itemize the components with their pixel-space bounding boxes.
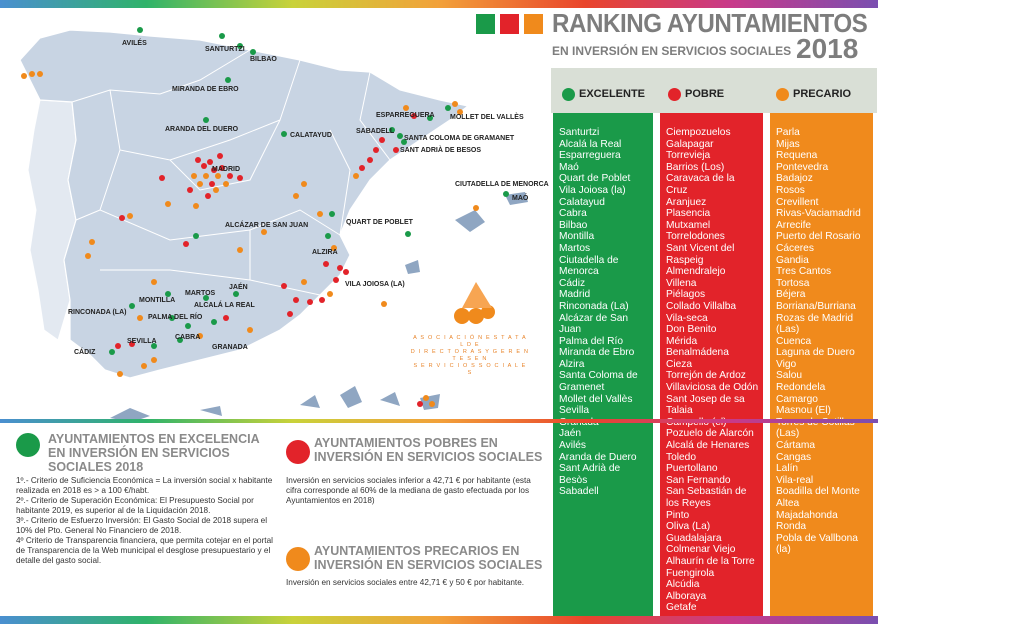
pobre-municipality: Alboraya (666, 590, 707, 602)
precario-municipality: (Las) (776, 428, 800, 440)
page-subtitle: EN INVERSIÓN EN SERVICIOS SOCIALES (552, 44, 792, 58)
excelente-municipality: Besòs (559, 474, 588, 486)
precario-municipality: Cáceres (776, 242, 814, 254)
map-marker (115, 343, 121, 349)
label-cabra: CABRA (175, 334, 201, 341)
map-marker (287, 311, 293, 317)
excelente-municipality: Aranda de Duero (559, 451, 637, 463)
pobre-municipality: Toledo (666, 451, 697, 463)
precario-municipality: Parla (776, 127, 800, 138)
excelencia-heading: AYUNTAMIENTOS EN EXCELENCIA EN INVERSIÓN EN SERVICIOS SOCIALES 2018 (48, 432, 260, 474)
pobre-municipality: Piélagos (666, 289, 706, 301)
label-miranda: MIRANDA DE EBRO (172, 86, 239, 93)
precario-dot-icon (776, 88, 789, 101)
pobres-heading: AYUNTAMIENTOS POBRES EN INVERSIÓN EN SERVICIOS SOCIALES (314, 436, 543, 464)
map-marker (381, 301, 387, 307)
association-name (410, 335, 530, 377)
precario-municipality: Laguna de Duero (776, 347, 855, 359)
pobre-municipality: Alcúdia (666, 579, 700, 591)
criterion-1: 1º.- Criterio de Suficiencia Económica = La inversión social x habitante realizada en 2018 es > a 100 €/habt. (16, 476, 273, 495)
map-marker (159, 175, 165, 181)
precario-municipality: Mijas (776, 138, 800, 150)
map-marker (429, 401, 435, 407)
excelente-municipality: Cádiz (559, 277, 586, 289)
pobre-municipality: Villena (666, 277, 697, 289)
excelente-municipality: Esparreguera (559, 150, 621, 162)
map-marker (359, 165, 365, 171)
map-marker (195, 157, 201, 163)
excelente-municipality: Jaén (559, 428, 582, 440)
map-marker (445, 105, 451, 111)
pobre-municipality: Plasencia (666, 208, 711, 220)
excelente-municipality: Cabra (559, 208, 587, 220)
excelente-municipality: Martos (559, 242, 591, 254)
map-marker (137, 315, 143, 321)
map-marker (151, 357, 157, 363)
excelencia-dot-icon (16, 433, 40, 457)
map-marker (205, 193, 211, 199)
excelente-municipality: Sevilla (559, 405, 590, 417)
top-color-band (0, 0, 878, 8)
map-marker (141, 363, 147, 369)
map-marker (203, 173, 209, 179)
precario-municipality: Rosos (776, 184, 805, 196)
label-calatayud: CALATAYUD (290, 132, 332, 139)
map-marker (37, 71, 43, 77)
map-marker (185, 323, 191, 329)
map-marker (301, 181, 307, 187)
map-marker (329, 211, 335, 217)
precario-municipality: Pontevedra (776, 161, 829, 173)
map-marker (367, 157, 373, 163)
excelente-dot-icon (562, 88, 575, 101)
map-marker (223, 181, 229, 187)
precario-municipality: (la) (776, 544, 791, 556)
excelente-municipality: Santa Coloma de (559, 370, 638, 382)
precario-municipality: Béjera (776, 289, 806, 301)
excelente-municipality: Sant Adrià de (559, 463, 621, 475)
precario-municipality: Puerto del Rosario (776, 231, 861, 243)
precario-municipality: Boadilla del Monte (776, 486, 860, 498)
pobre-municipality: Pinto (666, 509, 690, 521)
bottom-color-band (0, 616, 878, 624)
pobre-municipality: Almendralejo (666, 266, 726, 278)
map-marker (207, 159, 213, 165)
precario-municipality: Borriana/Burriana (776, 300, 856, 312)
legend-pobre: POBRE (685, 88, 725, 100)
label-jaen: JAÉN (229, 284, 248, 291)
map-marker (193, 203, 199, 209)
precario-municipality: Ronda (776, 521, 807, 533)
precario-municipality: Redondela (776, 382, 826, 394)
pobre-municipality: Benalmádena (666, 347, 729, 359)
pobre-municipality: Ciempozuelos (666, 127, 731, 138)
map-marker (250, 49, 256, 55)
map-marker (301, 279, 307, 285)
excelente-municipality: Avilés (559, 440, 586, 452)
pobre-municipality: Guadalajara (666, 532, 722, 544)
label-santa-coloma: SANTA COLOMA DE GRAMANET (404, 135, 515, 142)
map-marker (327, 291, 333, 297)
pobre-municipality: Galapagar (666, 138, 714, 150)
map-marker (119, 215, 125, 221)
precario-municipality: Altea (776, 498, 800, 509)
map-marker (127, 213, 133, 219)
map-marker (21, 73, 27, 79)
pobre-municipality: Getafe (666, 602, 697, 614)
map-marker (117, 371, 123, 377)
label-aviles: AVILÉS (122, 40, 147, 47)
pobre-municipality: Collado Villalba (666, 300, 737, 312)
criterion-2: 2º.- Criterio de Superación Económica: El Presupuesto Social por habitante 2019, es superior al de la Liquidación 2018. (16, 496, 254, 515)
map-marker (203, 117, 209, 123)
precario-municipality: Lalín (776, 463, 799, 475)
precario-column (770, 113, 873, 616)
excelente-municipality: Maó (559, 161, 579, 173)
legend-excelente: EXCELENTE (579, 88, 646, 100)
pobre-municipality: los Reyes (666, 498, 711, 509)
criterion-4: 4º Criterio de Transparencia financiera, que permita cotejar en el portal de Transparencia de la Web municipal el desglose presupuestario y el detalle del gasto social. (16, 536, 273, 565)
legend-precario: PRECARIO (793, 88, 852, 100)
excelente-column (553, 113, 653, 616)
precario-municipality: Masnou (El) (776, 405, 831, 417)
pobre-municipality: Mérida (666, 335, 698, 347)
map-marker (379, 137, 385, 143)
precario-municipality: Vigo (776, 358, 797, 370)
association-line-2: D I R E C T O R A S Y G E R E N T E S E N (410, 349, 530, 362)
excelente-municipality: Alcalá la Real (559, 138, 622, 150)
excelente-municipality: Sabadell (559, 486, 599, 498)
map-marker (343, 269, 349, 275)
pobre-municipality: Fuengirola (666, 567, 715, 579)
canary-islands (110, 386, 440, 420)
precario-municipality: Arrecife (776, 219, 812, 231)
pobre-municipality: Cruz (666, 184, 688, 196)
excelente-municipality: Alzira (559, 358, 585, 370)
label-alcazar: ALCÁZAR DE SAN JUAN (225, 222, 309, 229)
map-marker (215, 173, 221, 179)
label-quart: QUART DE POBLET (346, 219, 413, 226)
pobre-municipality: Sant Vicent del (666, 242, 735, 254)
map-marker (307, 299, 313, 305)
map-marker (187, 187, 193, 193)
precario-municipality: Requena (776, 150, 818, 162)
label-sabadell: SABADELL (356, 128, 395, 135)
excelente-municipality: Mollet del Vallès (559, 393, 633, 405)
precario-municipality: Cuenca (776, 335, 812, 347)
map-marker (403, 105, 409, 111)
map-marker (233, 291, 239, 297)
map-marker (323, 261, 329, 267)
precario-municipality: Rivas-Vaciamadrid (776, 208, 861, 220)
balearic-islands (405, 192, 528, 274)
pobre-municipality: Aranjuez (666, 196, 707, 208)
label-vila-joiosa: VILA JOIOSA (LA) (345, 281, 405, 288)
map-marker (183, 241, 189, 247)
label-montilla: MONTILLA (139, 297, 176, 304)
map-marker (191, 173, 197, 179)
map-marker (217, 153, 223, 159)
label-santurtzi: SANTURTZI (205, 46, 245, 53)
precario-municipality: Camargo (776, 393, 818, 405)
precario-municipality: Gandia (776, 254, 809, 266)
map-marker (281, 283, 287, 289)
association-line-1: A S O C I A C I Ó N E S T A T A L D E (413, 335, 527, 348)
label-bilbao: BILBAO (250, 56, 277, 63)
map-marker (393, 147, 399, 153)
precario-municipality: Cangas (776, 451, 812, 463)
precario-municipality: Pobla de Vallbona (776, 532, 858, 544)
map-marker (319, 297, 325, 303)
precario-municipality: Salou (776, 370, 803, 382)
pobre-municipality: Caravaca de la (666, 173, 735, 185)
map-marker (237, 175, 243, 181)
criterion-3: 3º.- Criterio de Esfuerzo Inversión: El Gasto Social de 2018 supera el 10% del Pto. General No Financiero de 2018. (16, 516, 268, 535)
label-rinconada: RINCONADA (LA) (68, 309, 127, 316)
excelente-municipality: Gramenet (559, 382, 605, 394)
pobre-municipality: Villaviciosa de Odón (666, 382, 759, 394)
excelente-municipality: Bilbao (559, 219, 588, 231)
map-marker (261, 229, 267, 235)
excelente-municipality: Miranda de Ebro (559, 347, 635, 359)
pobre-municipality: Barrios (Los) (666, 161, 725, 173)
map-marker (281, 131, 287, 137)
association-logo (452, 278, 498, 328)
pobre-municipality: San Sebastián de (666, 486, 747, 498)
map-marker (473, 205, 479, 211)
map-marker (151, 279, 157, 285)
map-marker (213, 187, 219, 193)
spain-mainland (20, 30, 468, 378)
pobre-municipality: Alcalá de Henares (666, 440, 750, 452)
excelente-municipality: Montilla (559, 231, 595, 243)
label-aranda: ARANDA DEL DUERO (165, 126, 239, 133)
label-alzira: ALZIRA (312, 249, 338, 256)
precarios-text: Inversión en servicios sociales entre 42,71 € y 50 € por habitante. (286, 578, 525, 587)
map-marker (165, 201, 171, 207)
label-martos: MARTOS (185, 290, 216, 297)
excelente-municipality: Calatayud (559, 196, 605, 208)
pobre-municipality: Raspeig (666, 254, 704, 266)
map-marker (353, 173, 359, 179)
map-marker (227, 173, 233, 179)
map-marker (397, 133, 403, 139)
pobre-municipality: Don Benito (666, 324, 717, 336)
map-marker (337, 265, 343, 271)
map-marker (333, 277, 339, 283)
precario-municipality: Cártama (776, 440, 816, 452)
precarios-dot-icon (286, 547, 310, 571)
label-esparreguera: ESPARREGUERA (376, 112, 435, 119)
map-marker (89, 239, 95, 245)
pobre-column (660, 113, 763, 616)
map-marker (209, 181, 215, 187)
precario-municipality: Rozas de Madrid (776, 312, 854, 324)
map-marker (293, 193, 299, 199)
excelente-municipality: Madrid (559, 289, 591, 301)
map-marker (129, 303, 135, 309)
map-marker (109, 349, 115, 355)
map-marker (373, 147, 379, 153)
map-marker (197, 181, 203, 187)
map-marker (417, 401, 423, 407)
label-palma-rio: PALMA DEL RÍO (148, 314, 203, 321)
pobre-municipality: Alhaurín de la Torre (666, 555, 755, 567)
pobre-municipality: Torrejón de Ardoz (666, 370, 746, 382)
excelente-municipality: Quart de Poblet (559, 173, 631, 185)
map-marker (219, 33, 225, 39)
map-marker (503, 191, 509, 197)
pobre-municipality: Torrelodones (666, 231, 725, 243)
map-marker (223, 315, 229, 321)
pobre-municipality: Sant Josep de sa (666, 393, 745, 405)
pobre-municipality: Puertollano (666, 463, 718, 475)
precario-municipality: Vila-real (776, 474, 814, 486)
label-alcala-real: ALCALÁ LA REAL (194, 302, 255, 309)
label-mao: MAÓ (512, 195, 529, 202)
label-madrid: MADRID (212, 166, 240, 173)
label-ciutadella: CIUTADELLA DE MENORCA (455, 181, 549, 188)
precario-municipality: Tortosa (776, 277, 810, 289)
pobre-municipality: Oliva (La) (666, 521, 711, 533)
page-title: RANKING AYUNTAMIENTOS (552, 8, 868, 38)
pobre-municipality: San Fernando (666, 474, 731, 486)
map-marker (211, 319, 217, 325)
map-marker (201, 163, 207, 169)
precario-municipality: Crevillent (776, 196, 819, 208)
map-marker (29, 71, 35, 77)
precario-municipality: Badajoz (776, 173, 813, 185)
label-sant-adria: SANT ADRIÀ DE BESOS (400, 147, 482, 154)
excelente-municipality: Alcázar de San (559, 312, 629, 324)
label-sevilla: SEVILLA (127, 338, 157, 345)
pobres-dot-icon (286, 440, 310, 464)
pobre-municipality: Torrevieja (666, 150, 711, 162)
map-marker (237, 247, 243, 253)
map-marker (225, 77, 231, 83)
excelente-municipality: Rinconada (La) (559, 300, 629, 312)
association-line-3: S E R V I C I O S S O C I A L E S (413, 363, 527, 376)
excelente-municipality: Santurtzi (559, 127, 600, 138)
precario-municipality: Tres Cantos (776, 266, 832, 278)
map-marker (85, 253, 91, 259)
map-marker (423, 395, 429, 401)
excelente-municipality: Ciutadella de (559, 254, 619, 266)
pobre-municipality: Mutxamel (666, 219, 711, 231)
precario-municipality: (Las) (776, 324, 800, 336)
map-marker (452, 101, 458, 107)
map-marker (293, 297, 299, 303)
pobre-municipality: Vila-seca (666, 312, 708, 324)
pobre-municipality: Pozuelo de Alarcón (666, 428, 754, 440)
pobre-municipality: Cieza (666, 358, 693, 370)
map-marker (325, 233, 331, 239)
map-marker (317, 211, 323, 217)
excelente-municipality: Menorca (559, 266, 599, 278)
divider-color-band (0, 419, 878, 423)
label-mollet: MOLLET DEL VALLÈS (450, 114, 524, 121)
precario-municipality: Majadahonda (776, 509, 838, 521)
excelente-municipality: Juan (559, 324, 582, 336)
pobre-municipality: Colmenar Viejo (666, 544, 736, 556)
map-marker (405, 231, 411, 237)
map-marker (137, 27, 143, 33)
pobres-text: Inversión en servicios sociales inferior a 42,71 € por habitante (esta cifra corresponde al 60% de la mediana de gasto efectuada por los Ayuntamientos en 2018) (286, 476, 531, 505)
ranking-year: 2018 (796, 33, 859, 64)
label-cadiz: CÁDIZ (74, 349, 96, 356)
label-granada: GRANADA (212, 344, 248, 351)
precarios-heading: AYUNTAMIENTOS PRECARIOS EN INVERSIÓN EN SERVICIOS SOCIALES (314, 544, 543, 572)
pobre-dot-icon (668, 88, 681, 101)
map-marker (247, 327, 253, 333)
excelente-municipality: Palma del Río (559, 335, 623, 347)
pobre-municipality: Talaia (666, 405, 693, 417)
map-marker (193, 233, 199, 239)
excelente-municipality: Vila Joiosa (la) (559, 184, 626, 196)
excelencia-criteria (16, 476, 281, 566)
portugal-region (28, 100, 76, 340)
